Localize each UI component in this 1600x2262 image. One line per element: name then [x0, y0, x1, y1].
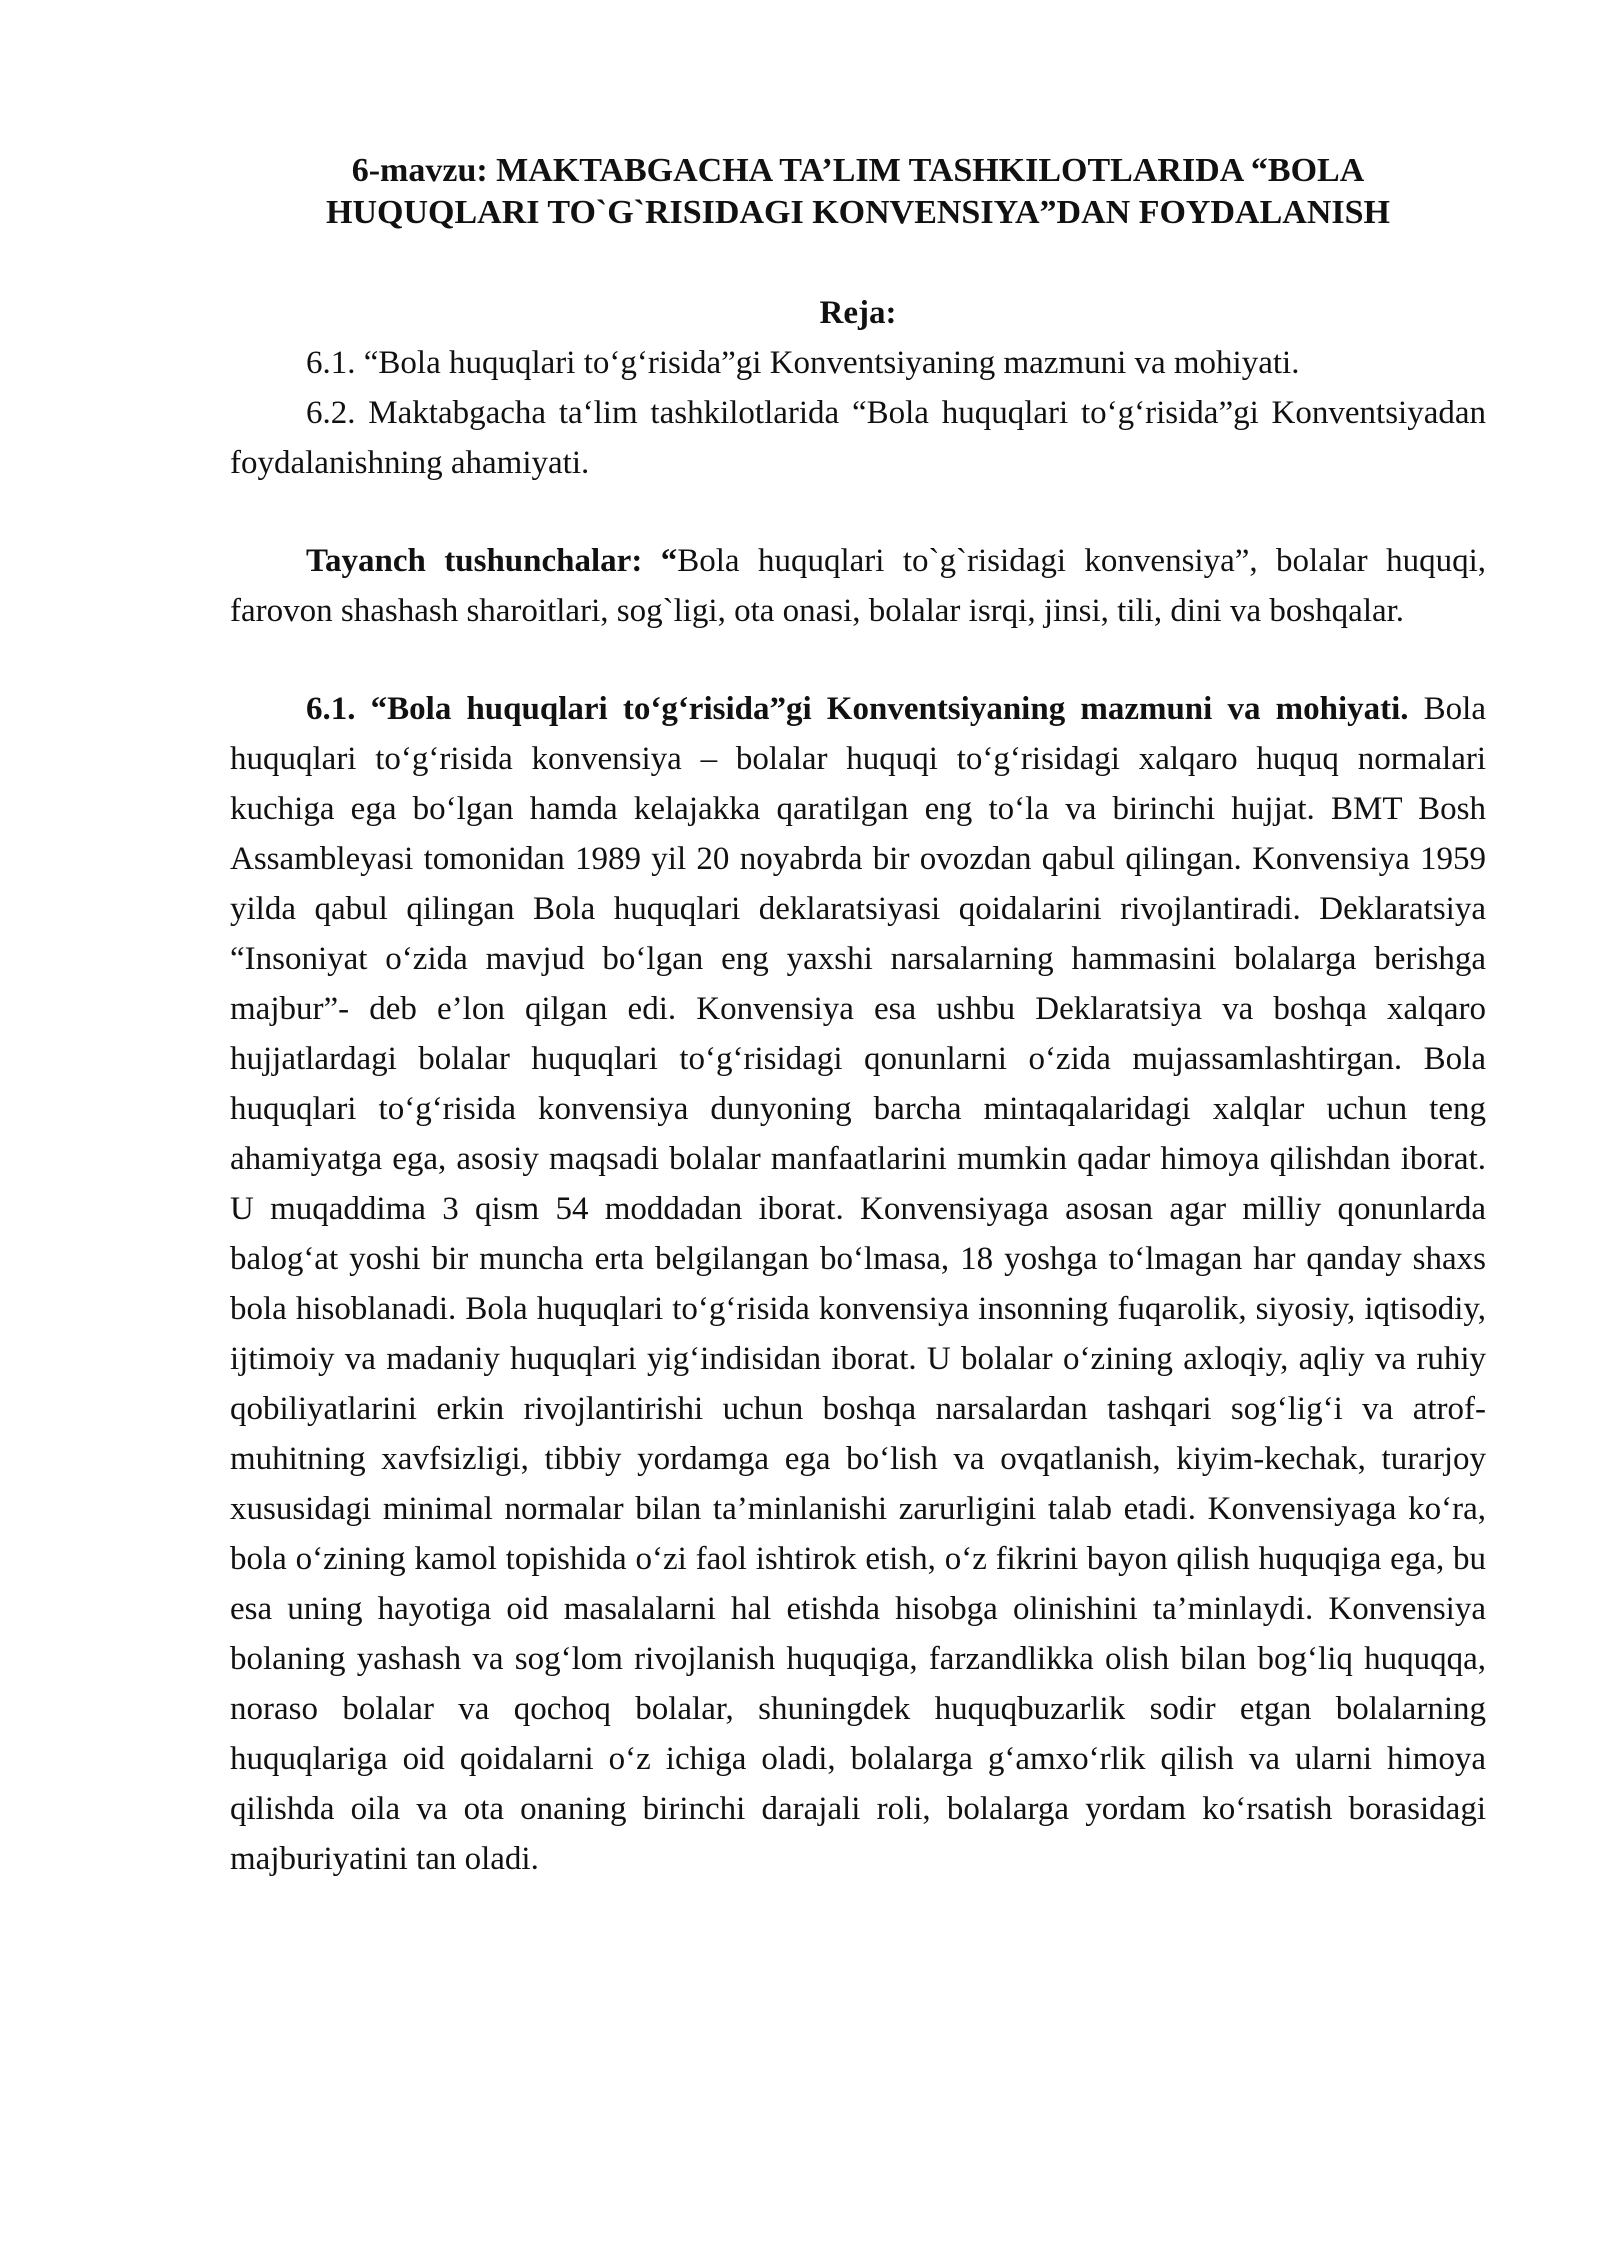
keywords-label: Tayanch tushunchalar: “: [306, 543, 678, 579]
document-title: [230, 150, 1486, 234]
section-text: Bola huquqlari to‘g‘risida konvensiya – bolalar huquqi to‘g‘risidagi xalqaro huquq normalari kuchiga ega bo‘lgan hamda kelajakka qaratilgan eng to‘la va birinchi hujjat. BMT Bosh Assambleyasi tomonidan 1989 yil 20 noyabrda bir ovozdan qabul qilingan. Konvensiya 1959 yilda qabul qilingan Bola huquqlari deklaratsiyasi qoidalarini rivojlantiradi. Deklaratsiya “Insoniyat o‘zida mavjud bo‘lgan eng yaxshi narsalarning hammasini bolalarga berishga majbur”- deb e’lon qilgan edi. Konvensiya esa ushbu Deklaratsiya va boshqa xalqaro hujjatlardagi bolalar huquqlari to‘g‘risidagi qonunlarni o‘zida mujassamlashtirgan. Bola huquqlari to‘g‘risida konvensiya dunyoning barcha mintaqalaridagi xalqlar uchun teng ahamiyatga ega, asosiy maqsadi bolalar manfaatlarini mumkin qadar himoya qilishdan iborat. U muqaddima 3 qism 54 moddadan iborat. Konvensiyaga asosan agar milliy qonunlarda balog‘at yoshi bir muncha erta belgilangan bo‘lmasa, 18 yoshga to‘lmagan har qanday shaxs bola hisoblanadi. Bola huquqlari to‘g‘risida konvensiya insonning fuqarolik, siyosiy, iqtisodiy, ijtimoiy va madaniy huquqlari yig‘indisidan iborat. U bolalar o‘zining axloqiy, aqliy va ruhiy qobiliyatlarini erkin rivojlantirishi uchun boshqa narsalardan tashqari sog‘lig‘i va atrof-muhitning xavfsizligi, tibbiy yordamga ega bo‘lish va ovqatlanish, kiyim-kechak, turarjoy xususidagi minimal normalar bilan ta’minlanishi zarurligini talab etadi. Konvensiyaga ko‘ra, bola o‘zining kamol topishida o‘zi faol ishtirok etish, o‘z fikrini bayon qilish huquqiga ega, bu esa uning hayotiga oid masalalarni hal etishda hisobga olinishini ta’minlaydi. Konvensiya bolaning yashash va sog‘lom rivojlanish huquqiga, farzandlikka olish bilan bog‘liq huquqqa, noraso bolalar va qochoq bolalar, shuningdek huquqbuzarlik sodir etgan bolalarning huquqlariga oid qoidalarni o‘z ichiga oladi, bolalarga g‘amxo‘rlik qilish va ularni himoya qilishda oila va ota onaning birinchi darajali roli, bolalarga yordam ko‘rsatish borasidagi majburiyatini tan oladi.: [230, 691, 1486, 1877]
keywords-text: Bola huquqlari to`g`risidagi konvensiya”, bolalar huquqi, farovon shashash sharoitlari, sog`ligi, ota onasi, bolalar isrqi, jinsi, tili, dini va boshqalar.: [230, 543, 1487, 629]
keywords-paragraph: [230, 536, 1486, 636]
plan-heading: Reja:: [819, 295, 897, 331]
section-paragraph: [230, 684, 1486, 1884]
plan-item-2: 6.2. Maktabgacha ta‘lim tashkilotlarida “Bola huquqlari to‘g‘risida”gi Konventsiyadan foydalanishning ahamiyati.: [230, 395, 1486, 481]
title-line-2: HUQUQLARI TO`G`RISIDAGI KONVENSIYA”DAN FOYDALANISH: [326, 194, 1390, 231]
section-heading: 6.1. “Bola huquqlari to‘g‘risida”gi Konventsiyaning mazmuni va mohiyati.: [306, 691, 1409, 727]
title-line-1: 6-mavzu: MAKTABGACHA TA’LIM TASHKILOTLARIDA “BOLA: [351, 152, 1365, 189]
document-page: [230, 150, 1486, 1884]
plan-item-1: 6.1. “Bola huquqlari to‘g‘risida”gi Konventsiyaning mazmuni va mohiyati.: [306, 345, 1300, 381]
